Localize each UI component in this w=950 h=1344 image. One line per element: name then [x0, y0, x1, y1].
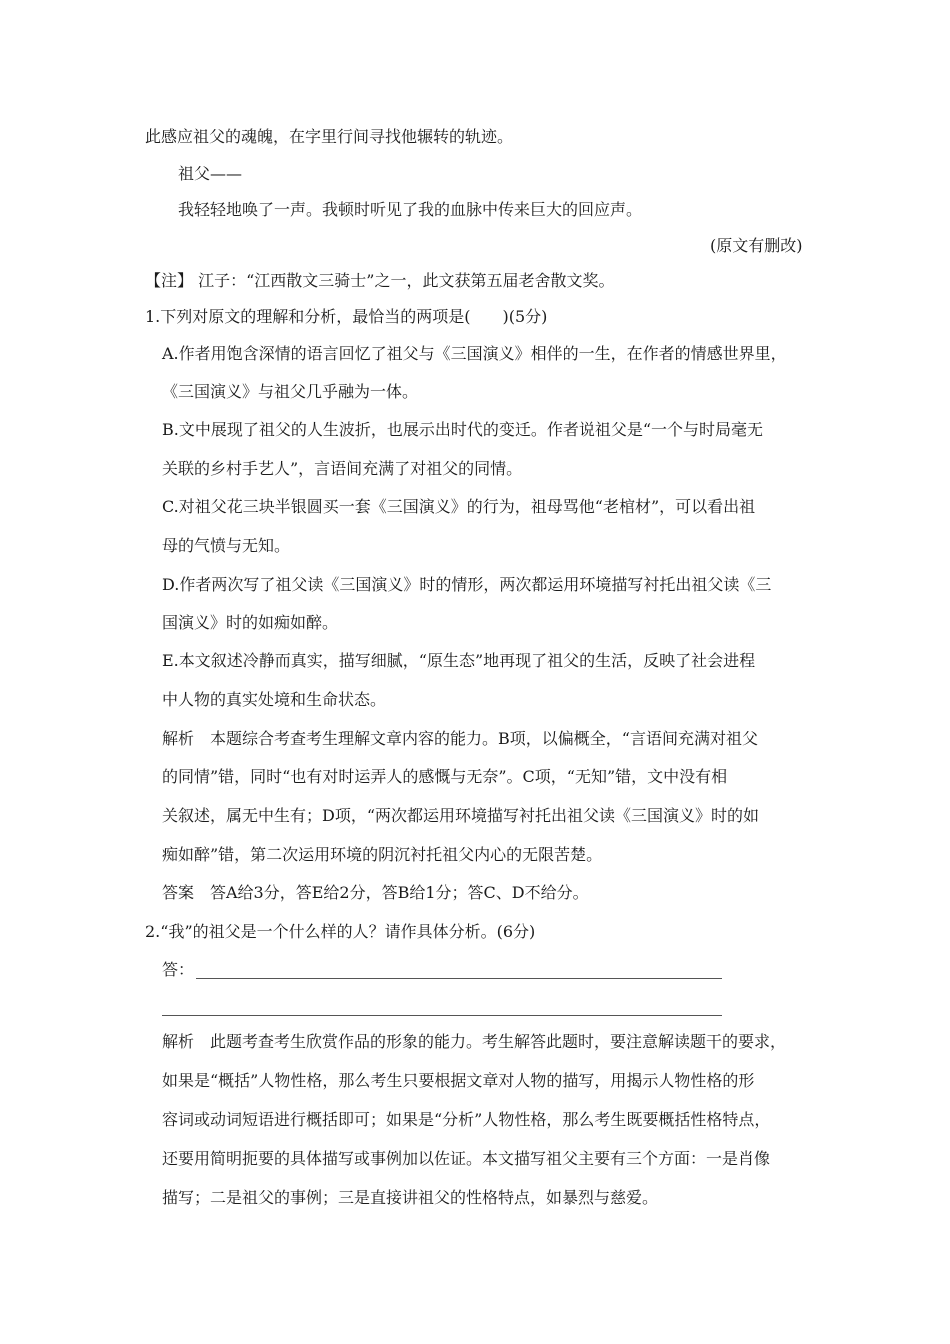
analysis-line: 还要用简明扼要的具体描写或事例加以佐证。本文描写祖父主要有三个方面：一是肖像	[162, 1149, 771, 1168]
answer-blank-line	[196, 978, 722, 979]
analysis-line: 容词或动词短语进行概括即可；如果是“分析”人物性格，那么考生既要概括性格特点，	[162, 1110, 771, 1129]
analysis-line: 的同情”错，同时“也有对时运弄人的感慨与无奈”。C项，“无知”错，文中没有相	[162, 767, 728, 786]
option-d-line: D.作者两次写了祖父读《三国演义》时的情形，两次都运用环境描写衬托出祖父读《三	[162, 575, 772, 594]
analysis-line: 如果是“概括”人物性格，那么考生只要根据文章对人物的描写，用揭示人物性格的形	[162, 1071, 755, 1090]
analysis-line: 痴如醉”错，第二次运用环境的阴沉衬托祖父内心的无限苦楚。	[162, 845, 603, 864]
option-b-line: B.文中展现了祖父的人生波折，也展示出时代的变迁。作者说祖父是“一个与时局毫无	[162, 420, 764, 439]
passage-line: 祖父——	[178, 164, 243, 183]
passage-line: 我轻轻地唤了一声。我顿时听见了我的血脉中传来巨大的回应声。	[178, 200, 643, 219]
option-a-line: A.作者用饱含深情的语言回忆了祖父与《三国演义》相伴的一生，在作者的情感世界里，	[162, 344, 787, 363]
question-1-stem: 1.下列对原文的理解和分析，最恰当的两项是( )(5分)	[145, 307, 548, 326]
option-e-line: E.本文叙述冷静而真实，描写细腻，“原生态”地再现了祖父的生活，反映了社会进程	[162, 651, 756, 670]
analysis-line: 描写；二是祖父的事例；三是直接讲祖父的性格特点，如暴烈与慈爱。	[162, 1188, 659, 1207]
answer-blank-line	[162, 1015, 722, 1016]
question-2-stem: 2.“我”的祖父是一个什么样的人？请作具体分析。(6分)	[145, 922, 536, 941]
analysis-line: 关叙述，属无中生有；D项，“两次都运用环境描写衬托出祖父读《三国演义》时的如	[162, 806, 760, 825]
source-note: (原文有删改)	[710, 236, 803, 255]
option-c-line: C.对祖父花三块半银圆买一套《三国演义》的行为，祖母骂他“老棺材”，可以看出祖	[162, 497, 756, 516]
answer-line: 答案 答A给3分，答E给2分，答B给1分；答C、D不给分。	[162, 883, 589, 902]
analysis-line: 解析 此题考查考生欣赏作品的形象的能力。考生解答此题时，要注意解读题干的要求，	[162, 1032, 787, 1051]
option-b-line: 关联的乡村手艺人”，言语间充满了对祖父的同情。	[162, 459, 523, 478]
option-a-line: 《三国演义》与祖父几乎融为一体。	[162, 382, 419, 401]
option-c-line: 母的气愤与无知。	[162, 536, 291, 555]
option-e-line: 中人物的真实处境和生命状态。	[162, 690, 387, 709]
analysis-line: 解析 本题综合考查考生理解文章内容的能力。B项，以偏概全，“言语间充满对祖父	[162, 729, 758, 748]
passage-line: 此感应祖父的魂魄，在字里行间寻找他辗转的轨迹。	[145, 127, 514, 146]
option-d-line: 国演义》时的如痴如醉。	[162, 613, 339, 632]
footnote: 【注】 江子：“江西散文三骑士”之一，此文获第五届老舍散文奖。	[145, 271, 615, 290]
answer-label: 答：	[162, 960, 195, 979]
